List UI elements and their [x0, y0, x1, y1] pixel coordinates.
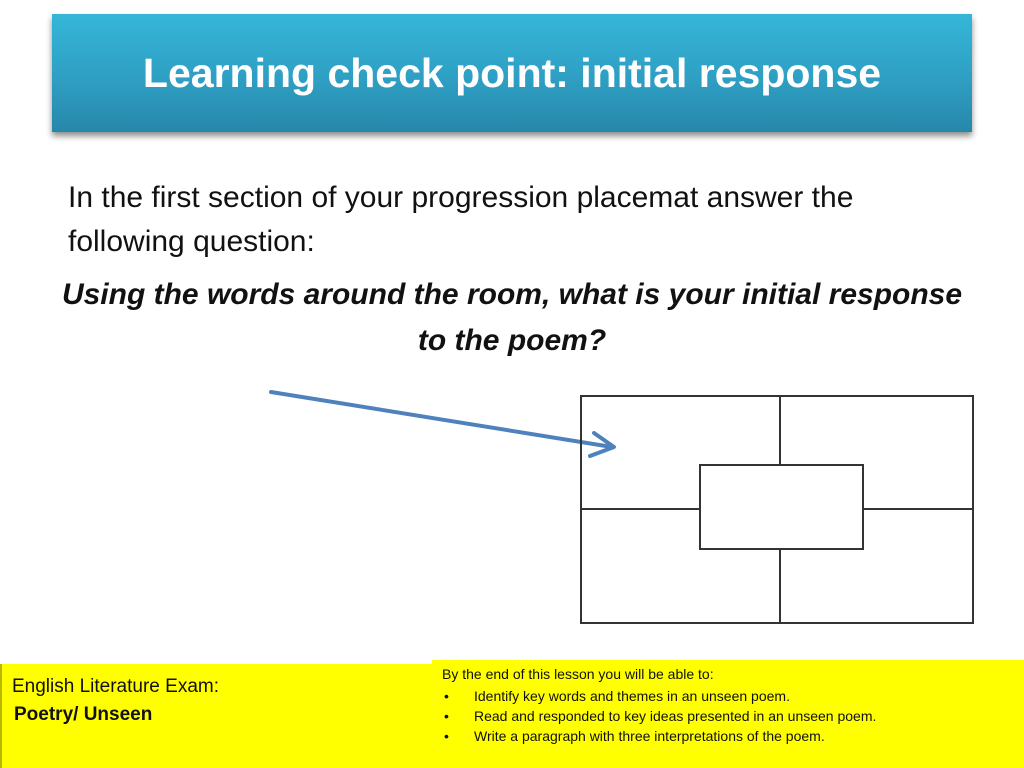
placemat-divider-left: [582, 508, 699, 510]
bullet-icon: •: [444, 708, 449, 724]
objectives-list: [442, 686, 876, 746]
placemat-center-box: [699, 464, 864, 550]
objectives-heading: By the end of this lesson you will be able to:: [442, 666, 714, 682]
intro-text: In the first section of your progression placemat answer the following question:: [68, 181, 854, 258]
objective-text: Write a paragraph with three interpretations of the poem.: [474, 728, 825, 744]
objective-text: Identify key words and themes in an unseen poem.: [474, 688, 790, 704]
bullet-icon: •: [444, 688, 449, 704]
learning-objectives-panel: [432, 660, 1024, 768]
list-item: [442, 686, 876, 706]
progression-placemat-diagram: [580, 395, 974, 624]
exam-name: Poetry/ Unseen: [14, 704, 153, 725]
list-item: [442, 726, 876, 746]
exam-label: English Literature Exam:: [12, 676, 219, 697]
question-text: Using the words around the room, what is your initial response to the poem?: [61, 278, 963, 357]
bullet-icon: •: [444, 728, 449, 744]
exam-info-panel: [0, 664, 432, 768]
placemat-divider-right: [862, 508, 974, 510]
placemat-divider-bottom: [779, 548, 781, 624]
slide-title: Learning check point: initial response: [142, 49, 882, 96]
objective-text: Read and responded to key ideas presented in an unseen poem.: [474, 708, 877, 724]
placemat-divider-top: [779, 397, 781, 464]
list-item: [442, 706, 876, 726]
